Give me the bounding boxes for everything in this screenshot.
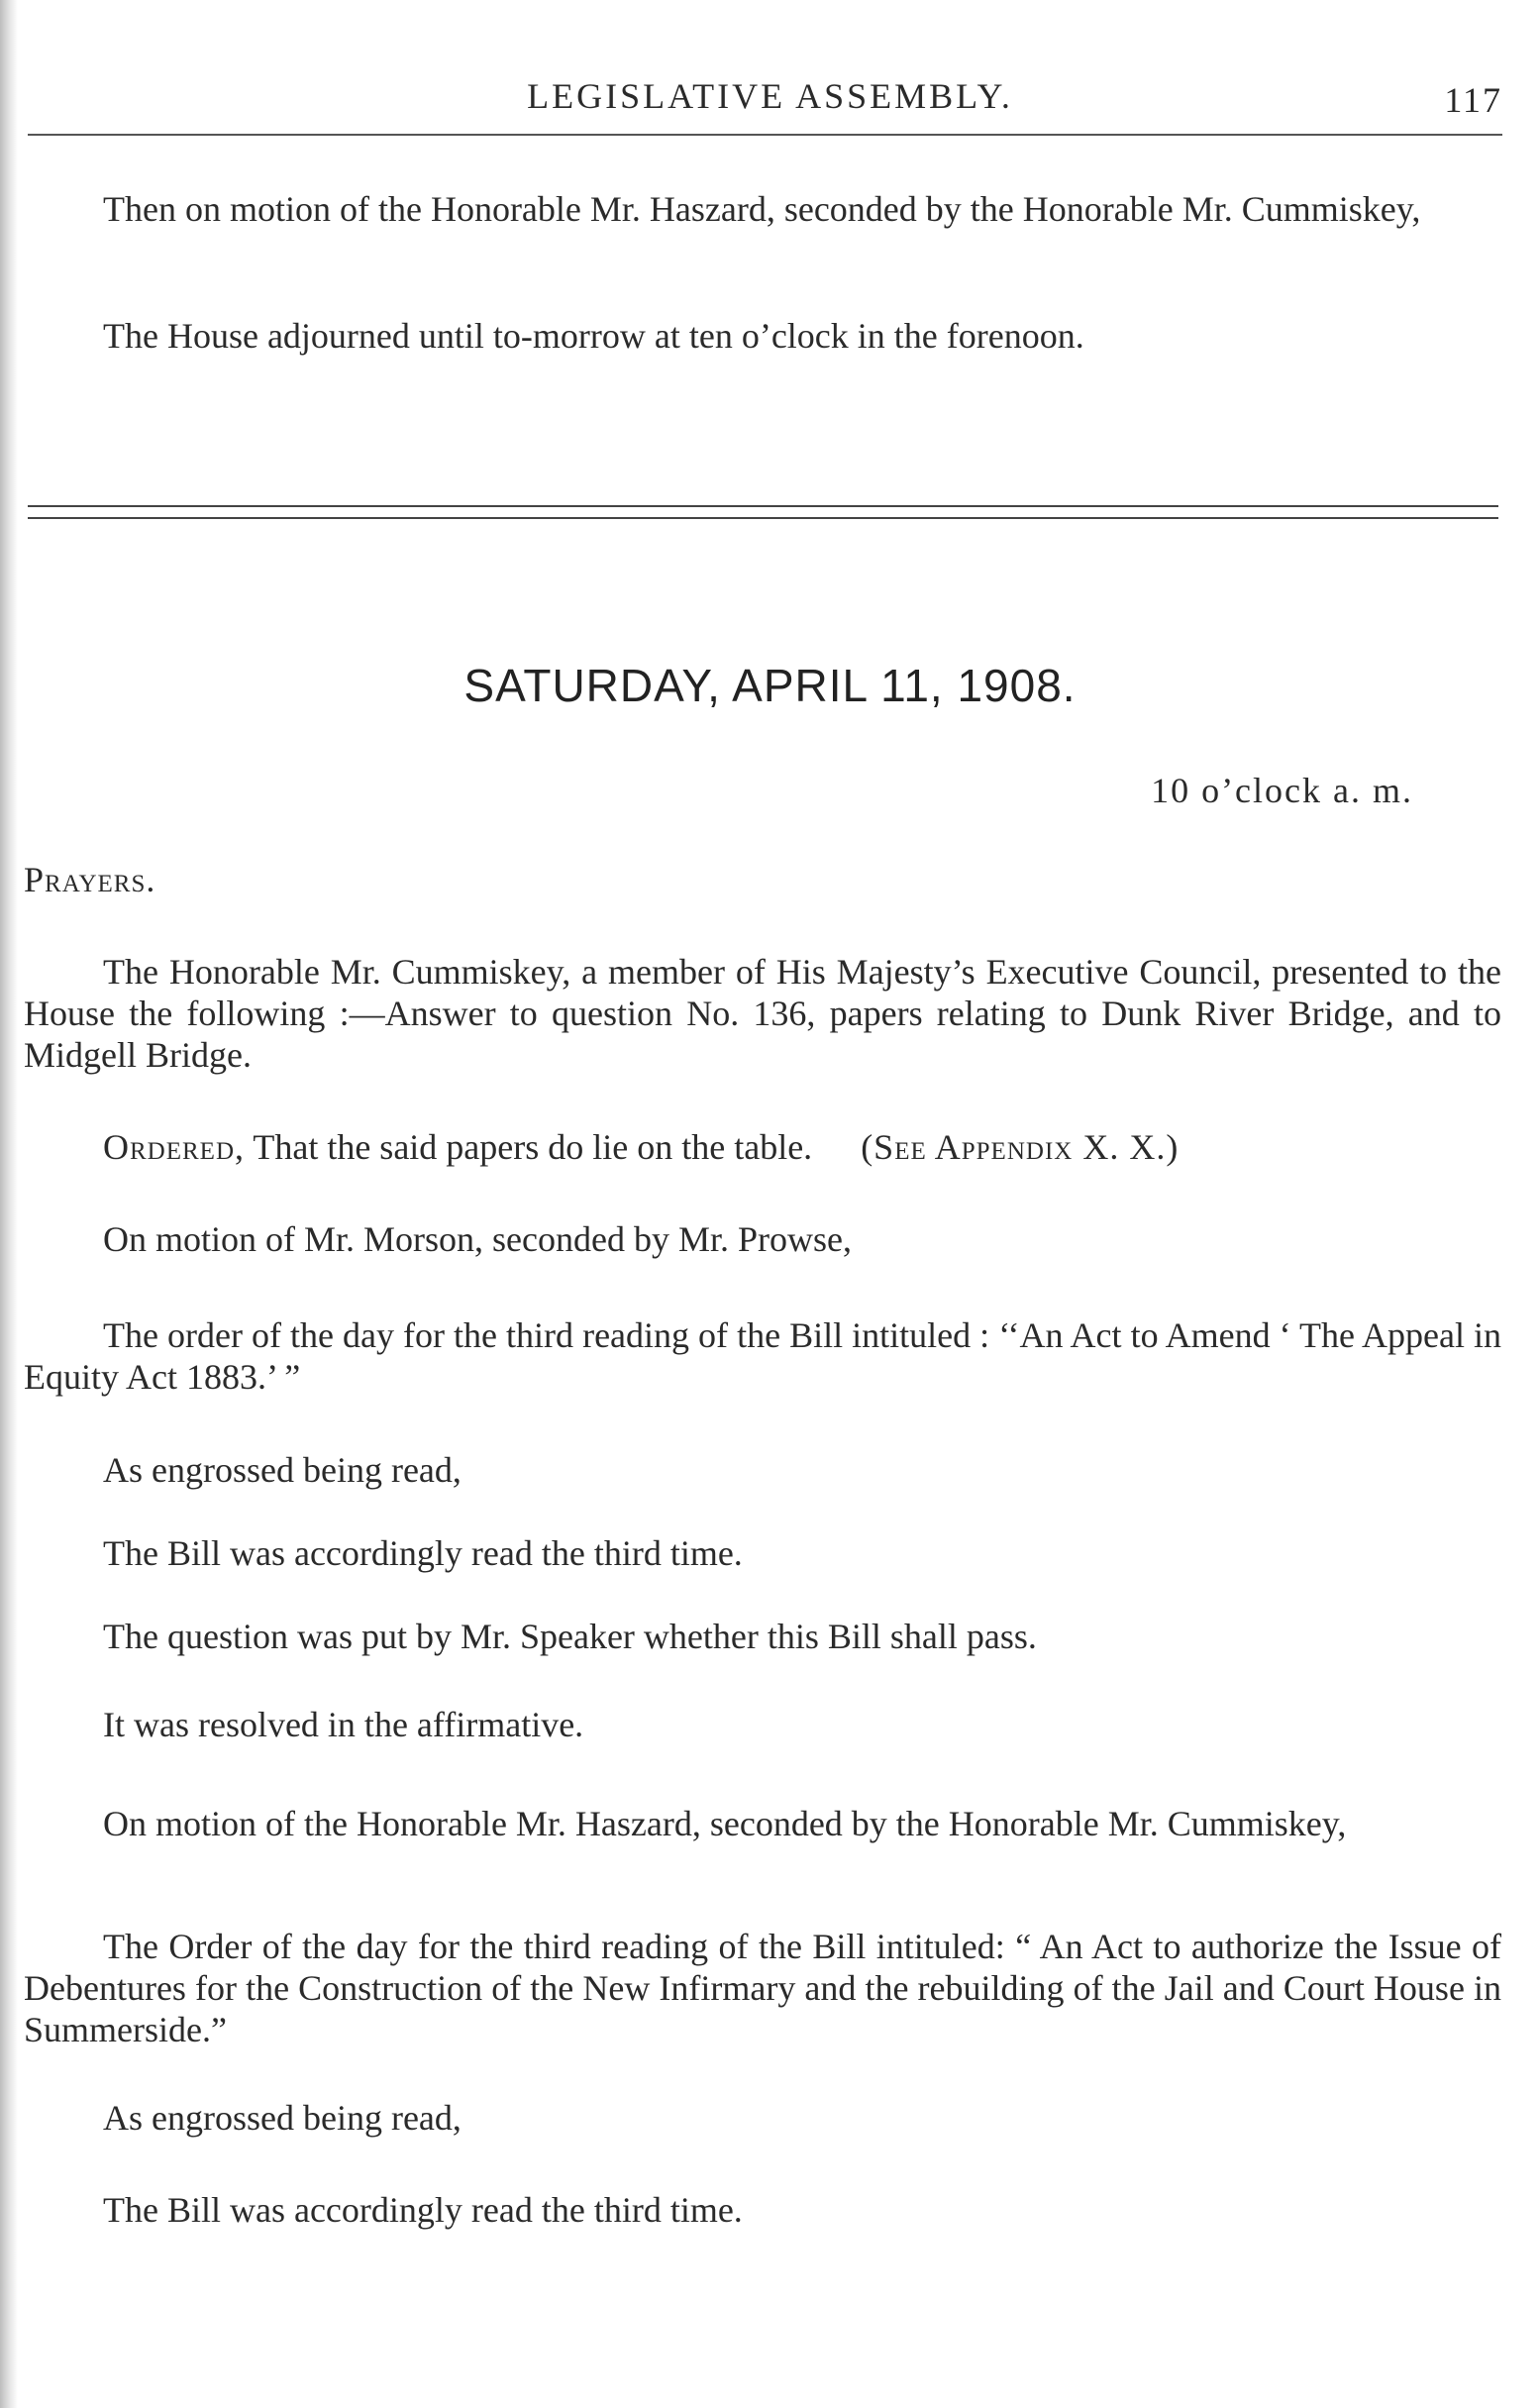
sitting-time: 10 o’clock a. m. (1151, 771, 1413, 810)
third-reading-1: The Bill was accordingly read the third time. (103, 1533, 743, 1573)
running-title: LEGISLATIVE ASSEMBLY. (527, 76, 1013, 116)
sitting-date-heading: SATURDAY, APRIL 11, 1908. (463, 660, 1077, 711)
haszard-motion: On motion of the Honorable Mr. Haszard, seconded by the Honorable Mr. Cummiskey, (103, 1804, 1347, 1843)
prayers-label: Prayers. (24, 860, 156, 899)
running-head (0, 75, 1540, 120)
page-number: 117 (1444, 80, 1502, 120)
adjournment-notice: The House adjourned until to-morrow at ten o’clock in the forenoon. (103, 316, 1084, 356)
engrossed-read-2: As engrossed being read, (103, 2098, 462, 2138)
header-rule (28, 134, 1502, 136)
papers-presented-entry: The Honorable Mr. Cummiskey, a member of His Majesty’s Executive Council, presented to the House the following :—Answer to question No. 136, papers relating to Dunk River Bridge, and to Midgell Bridge. (24, 952, 1501, 1075)
resolved-affirmative: It was resolved in the affirmative. (103, 1705, 584, 1744)
binding-edge (0, 0, 18, 2408)
third-reading-2: The Bill was accordingly read the third time. (103, 2190, 743, 2230)
ordered-entry (24, 1126, 1501, 1168)
morson-motion: On motion of Mr. Morson, seconded by Mr. Prowse, (103, 1219, 852, 1259)
engrossed-read-1: As engrossed being read, (103, 1450, 462, 1490)
appendix-reference: (See Appendix X. X.) (861, 1127, 1180, 1167)
appeal-equity-order: The order of the day for the third reading of the Bill intituled : ‘‘An Act to Amend ‘ The Appeal in Equity Act 1883.’ ” (24, 1315, 1501, 1397)
debentures-order: The Order of the day for the third reading of the Bill intituled: “ An Act to authorize the Issue of Debentures for the Construction of the New Infirmary and the rebuilding of the Jail and Court House in Summerside.” (24, 1927, 1501, 2049)
section-divider (28, 505, 1498, 519)
ordered-label: Ordered, (103, 1127, 245, 1167)
ordered-text: That the said papers do lie on the table. (253, 1127, 813, 1167)
adjournment-motion: Then on motion of the Honorable Mr. Haszard, seconded by the Honorable Mr. Cummiskey, (103, 189, 1421, 229)
question-put: The question was put by Mr. Speaker whether this Bill shall pass. (103, 1617, 1037, 1656)
